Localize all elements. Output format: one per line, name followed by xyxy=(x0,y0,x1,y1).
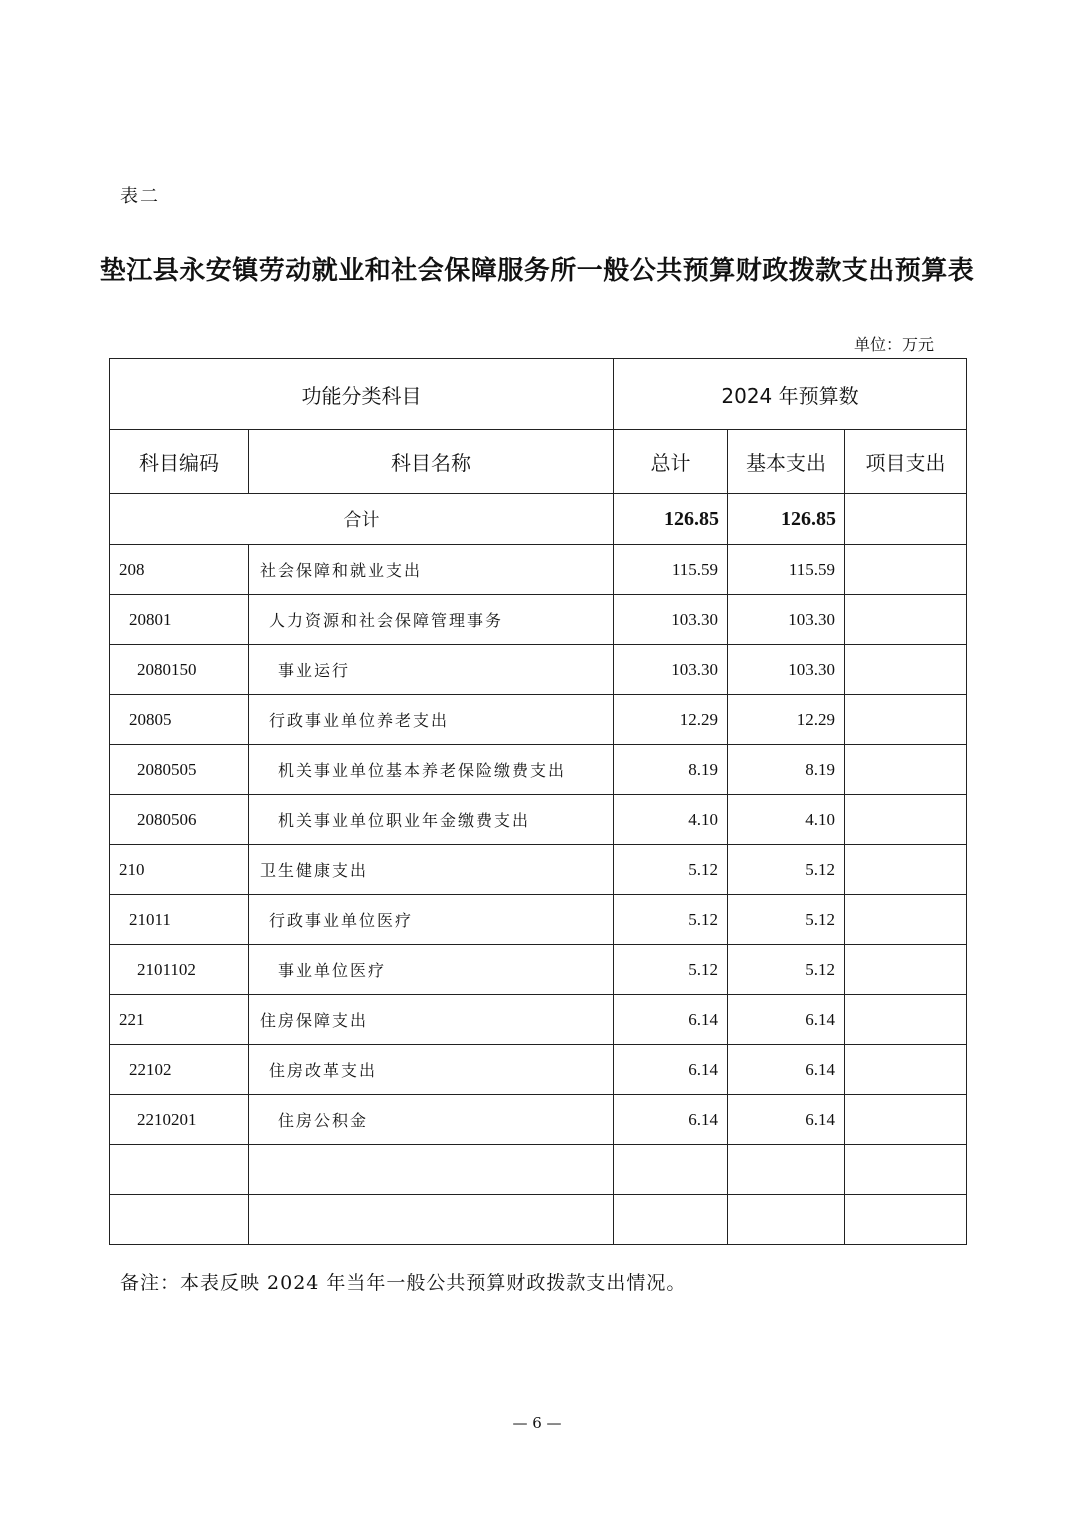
table-row xyxy=(110,1045,967,1095)
row-basic: 6.14 xyxy=(728,1045,845,1095)
header-code: 科目编码 xyxy=(110,430,249,494)
row-code: 22102 xyxy=(110,1045,249,1095)
header-basic: 基本支出 xyxy=(728,430,845,494)
table-row xyxy=(110,945,967,995)
row-project xyxy=(845,745,967,795)
row-name: 住房改革支出 xyxy=(249,1045,614,1095)
table-row-empty xyxy=(110,1195,967,1245)
row-total: 5.12 xyxy=(614,895,728,945)
page-number: — 6 — xyxy=(512,1414,562,1432)
row-name: 行政事业单位养老支出 xyxy=(249,695,614,745)
row-code: 208 xyxy=(110,545,249,595)
row-total: 115.59 xyxy=(614,545,728,595)
row-name xyxy=(249,1145,614,1195)
row-basic xyxy=(728,1195,845,1245)
table-row xyxy=(110,995,967,1045)
row-basic xyxy=(728,1145,845,1195)
header-row-group xyxy=(110,359,967,430)
row-code: 2080150 xyxy=(110,645,249,695)
budget-table xyxy=(109,358,967,1245)
row-project xyxy=(845,1095,967,1145)
row-project xyxy=(845,845,967,895)
table-row xyxy=(110,645,967,695)
table-row xyxy=(110,1095,967,1145)
row-basic: 8.19 xyxy=(728,745,845,795)
row-total xyxy=(614,1195,728,1245)
row-name: 社会保障和就业支出 xyxy=(249,545,614,595)
total-label: 合计 xyxy=(110,494,614,545)
row-basic: 5.12 xyxy=(728,895,845,945)
table-note: 备注：本表反映 2024 年当年一般公共预算财政拨款支出情况。 xyxy=(120,1272,687,1294)
row-name: 事业单位医疗 xyxy=(249,945,614,995)
row-total: 4.10 xyxy=(614,795,728,845)
row-name: 卫生健康支出 xyxy=(249,845,614,895)
row-project xyxy=(845,995,967,1045)
total-project xyxy=(845,494,967,545)
row-project xyxy=(845,1195,967,1245)
row-total xyxy=(614,1145,728,1195)
row-project xyxy=(845,695,967,745)
table-row xyxy=(110,895,967,945)
row-total: 103.30 xyxy=(614,645,728,695)
total-basic: 126.85 xyxy=(728,494,845,545)
row-project xyxy=(845,1045,967,1095)
header-functional-category: 功能分类科目 xyxy=(110,359,614,430)
row-total: 103.30 xyxy=(614,595,728,645)
row-total: 8.19 xyxy=(614,745,728,795)
table-row-empty xyxy=(110,1145,967,1195)
row-name: 机关事业单位基本养老保险缴费支出 xyxy=(249,745,614,795)
row-code: 20805 xyxy=(110,695,249,745)
row-total: 5.12 xyxy=(614,945,728,995)
row-total: 6.14 xyxy=(614,1045,728,1095)
row-total: 12.29 xyxy=(614,695,728,745)
row-code xyxy=(110,1195,249,1245)
header-row-columns xyxy=(110,430,967,494)
row-basic: 5.12 xyxy=(728,945,845,995)
row-code: 21011 xyxy=(110,895,249,945)
table-row xyxy=(110,745,967,795)
row-name: 行政事业单位医疗 xyxy=(249,895,614,945)
row-total: 6.14 xyxy=(614,1095,728,1145)
unit-label: 单位：万元 xyxy=(854,335,935,354)
total-row xyxy=(110,494,967,545)
header-total: 总计 xyxy=(614,430,728,494)
header-name: 科目名称 xyxy=(249,430,614,494)
page-title: 垫江县永安镇劳动就业和社会保障服务所一般公共预算财政拨款支出预算表 xyxy=(99,256,975,286)
row-basic: 6.14 xyxy=(728,1095,845,1145)
row-project xyxy=(845,1145,967,1195)
total-total: 126.85 xyxy=(614,494,728,545)
row-project xyxy=(845,645,967,695)
row-code: 20801 xyxy=(110,595,249,645)
row-name: 事业运行 xyxy=(249,645,614,695)
row-basic: 12.29 xyxy=(728,695,845,745)
row-code: 221 xyxy=(110,995,249,1045)
table-label: 表二 xyxy=(120,186,160,207)
row-code: 2210201 xyxy=(110,1095,249,1145)
row-project xyxy=(845,795,967,845)
row-project xyxy=(845,945,967,995)
row-total: 5.12 xyxy=(614,845,728,895)
row-total: 6.14 xyxy=(614,995,728,1045)
row-name: 机关事业单位职业年金缴费支出 xyxy=(249,795,614,845)
row-code: 2101102 xyxy=(110,945,249,995)
row-project xyxy=(845,545,967,595)
header-budget-year: 2024 年预算数 xyxy=(614,359,967,430)
table-row xyxy=(110,845,967,895)
row-code xyxy=(110,1145,249,1195)
row-code: 2080505 xyxy=(110,745,249,795)
row-project xyxy=(845,595,967,645)
table-row xyxy=(110,695,967,745)
row-basic: 4.10 xyxy=(728,795,845,845)
row-project xyxy=(845,895,967,945)
row-code: 210 xyxy=(110,845,249,895)
table-row xyxy=(110,795,967,845)
row-basic: 5.12 xyxy=(728,845,845,895)
table-row xyxy=(110,545,967,595)
row-name: 住房保障支出 xyxy=(249,995,614,1045)
row-basic: 103.30 xyxy=(728,595,845,645)
table-row xyxy=(110,595,967,645)
row-name xyxy=(249,1195,614,1245)
row-name: 住房公积金 xyxy=(249,1095,614,1145)
row-basic: 103.30 xyxy=(728,645,845,695)
row-name: 人力资源和社会保障管理事务 xyxy=(249,595,614,645)
row-code: 2080506 xyxy=(110,795,249,845)
row-basic: 6.14 xyxy=(728,995,845,1045)
header-project: 项目支出 xyxy=(845,430,967,494)
row-basic: 115.59 xyxy=(728,545,845,595)
